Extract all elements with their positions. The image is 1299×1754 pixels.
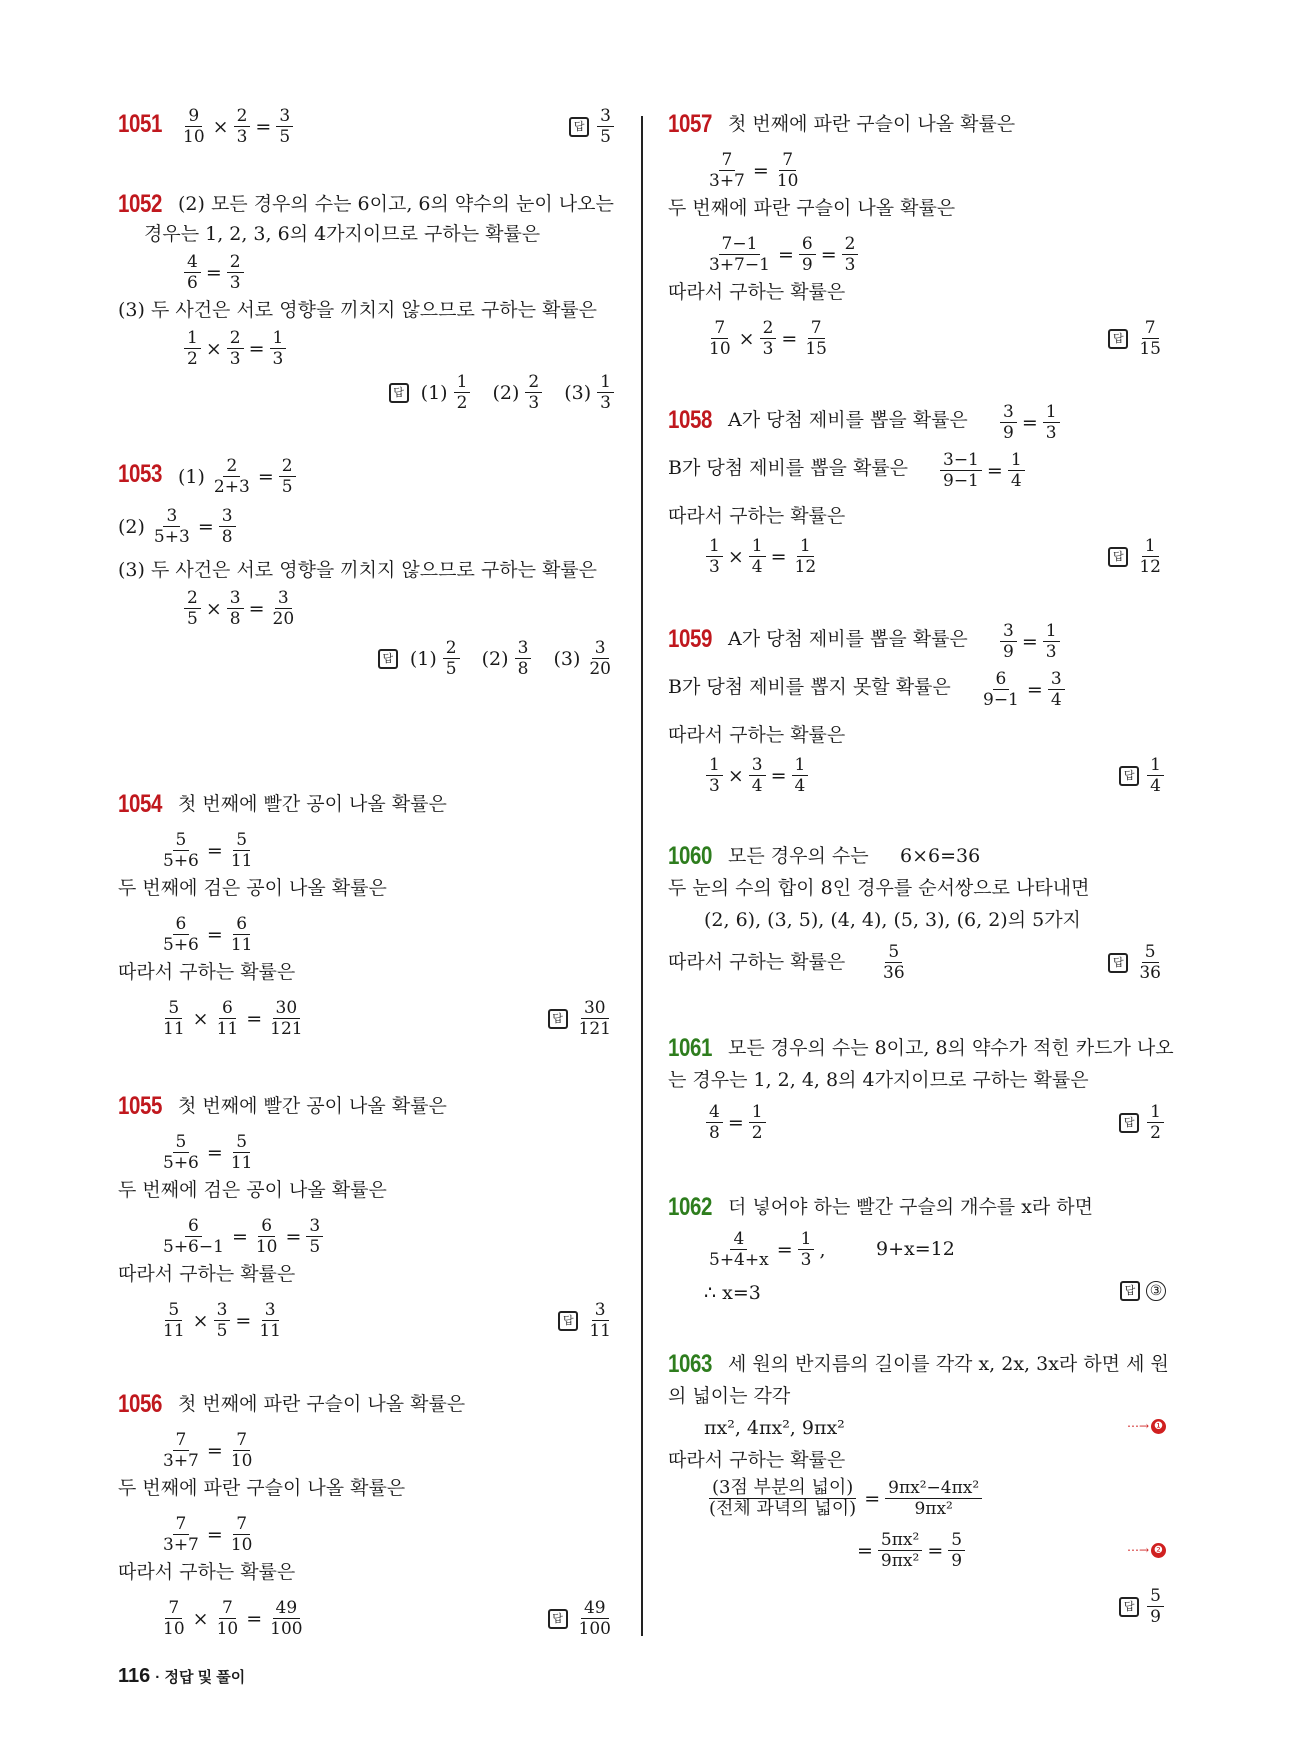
text-line: 따라서 구하는 확률은 xyxy=(668,281,846,303)
equation: $\frac{6}{5+6-1}$ = $\frac{6}{10}$ = $\frac{3}{5}$ xyxy=(158,1216,325,1257)
equation: $\frac{5}{11}$ × $\frac{6}{11}$ = $\frac{30}{121}$ xyxy=(163,998,303,1039)
text-line: 첫 번째에 파란 구슬이 나올 확률은 xyxy=(178,1393,466,1415)
answer: 답 $\frac{1}{2}$ xyxy=(1119,1102,1166,1143)
text-line: 두 눈의 수의 합이 8인 경우를 순서쌍으로 나타내면 xyxy=(668,877,1090,899)
text-line: 첫 번째에 빨간 공이 나올 확률은 xyxy=(178,1095,447,1117)
answer-icon: 답 xyxy=(378,649,398,669)
problem-number: 1055 xyxy=(118,1092,162,1120)
equation: $\frac{5}{5+6}$ = $\frac{5}{11}$ xyxy=(163,830,253,871)
problem-number: 1054 xyxy=(118,790,162,818)
step-number-icon: ❶ xyxy=(1151,1419,1166,1434)
equation: $\frac{\text{(3점 부분의 넓이)}}{\text{(전체 과녁의 넓이)}}$ = $\frac{\text{9πx²−4πx²}}{\text{9πx²}}$ xyxy=(704,1478,984,1519)
equation: $\frac{3-1}{9-1}$ = $\frac{1}{4}$ xyxy=(938,450,1027,491)
answer: 답 $\frac{5}{36}$ xyxy=(1108,942,1166,983)
equation: $\frac{7}{3+7}$ = $\frac{7}{10}$ xyxy=(709,150,799,191)
text-line: 의 넓이는 각각 xyxy=(668,1385,791,1407)
text-line: 따라서 구하는 확률은 xyxy=(668,1449,846,1471)
answer: 답 $\frac{49}{100}$ xyxy=(548,1598,616,1639)
answer-icon: 답 xyxy=(548,1609,568,1629)
item-label: (2) xyxy=(118,515,145,538)
answer-label: (3) xyxy=(564,381,592,404)
problem-number: 1053 xyxy=(118,460,162,488)
answer-label: (1) xyxy=(420,381,448,404)
answer-icon: 답 xyxy=(1108,547,1128,567)
equation: $\frac{7}{10}$ × $\frac{7}{10}$ = $\frac{49}{100}$ xyxy=(163,1598,303,1639)
text-line: 따라서 구하는 확률은 xyxy=(668,951,846,973)
equation: $\frac{7}{3+7}$ = $\frac{7}{10}$ xyxy=(163,1430,253,1471)
equation: $\frac{7}{10}$ × $\frac{2}{3}$ = $\frac{7}{15}$ xyxy=(709,318,827,359)
problem-number: 1052 xyxy=(118,190,162,218)
text-line: 첫 번째에 빨간 공이 나올 확률은 xyxy=(178,793,447,815)
text-line: 경우는 1, 2, 3, 6의 4가지이므로 구하는 확률은 xyxy=(144,223,541,245)
problem-number: 1060 xyxy=(668,842,712,870)
text-line: ∴ x=3 xyxy=(704,1282,761,1304)
answer-icon: 답 xyxy=(558,1311,578,1331)
text-line: B가 당첨 제비를 뽑지 못할 확률은 xyxy=(668,676,951,698)
answer-icon: 답 xyxy=(1119,766,1139,786)
equation: $\frac{5}{5+6}$ = $\frac{5}{11}$ xyxy=(163,1132,253,1173)
text-line: 9+x=12 xyxy=(876,1238,955,1260)
text-line: A가 당첨 제비를 뽑을 확률은 xyxy=(728,628,968,650)
text-line: 더 넣어야 하는 빨간 구슬의 개수를 x라 하면 xyxy=(728,1196,1094,1218)
answer-label: (2) xyxy=(481,647,509,670)
arrow-icon: ⋯→ xyxy=(1126,1419,1149,1433)
answer-icon: 답 xyxy=(569,117,589,137)
equation: $\frac{4}{8}$ = $\frac{1}{2}$ xyxy=(704,1102,768,1143)
answer-icon: 답 xyxy=(1120,1281,1140,1301)
text-line: 첫 번째에 파란 구슬이 나올 확률은 xyxy=(728,113,1016,135)
equation: (2) $\frac{3}{5+3}$ = $\frac{3}{8}$ xyxy=(118,506,238,547)
answer: 답 $\frac{1}{4}$ xyxy=(1119,755,1166,796)
text-line: (3) 두 사건은 서로 영향을 끼치지 않으므로 구하는 확률은 xyxy=(118,299,598,321)
answer-label: (2) xyxy=(492,381,520,404)
problem-number: 1051 xyxy=(118,110,162,138)
problem-number: 1058 xyxy=(668,406,712,434)
step-marker-2 xyxy=(1127,1538,1166,1560)
problem-number: 1063 xyxy=(668,1350,712,1378)
arrow-icon: ⋯→ xyxy=(1126,1543,1149,1557)
equation: $\frac{7}{3+7}$ = $\frac{7}{10}$ xyxy=(163,1514,253,1555)
text-line: 는 경우는 1, 2, 4, 8의 4가지이므로 구하는 확률은 xyxy=(668,1069,1089,1091)
equation: $\frac{4}{5+4+x}$ = $\frac{1}{3}$ , xyxy=(709,1229,826,1270)
column-divider xyxy=(641,116,643,1636)
fraction-denominator: (전체 과녁의 넓이) xyxy=(709,1498,857,1519)
answer: 답 $\frac{5}{9}$ xyxy=(1119,1586,1166,1627)
text-line: 모든 경우의 수는 xyxy=(728,845,869,867)
answer: 답 $\frac{3}{5}$ xyxy=(569,106,616,147)
equation: $\frac{9}{10}$ × $\frac{2}{3}$ = $\frac{3}{5}$ xyxy=(178,106,295,147)
text-line: 모든 경우의 수는 8이고, 8의 약수가 적힌 카드가 나오 xyxy=(728,1037,1174,1059)
text-line: (2) 모든 경우의 수는 6이고, 6의 약수의 눈이 나오는 xyxy=(178,193,614,215)
text-line: (3) 두 사건은 서로 영향을 끼치지 않으므로 구하는 확률은 xyxy=(118,559,598,581)
answer-icon: 답 xyxy=(1119,1113,1139,1133)
equation: $\frac{6}{5+6}$ = $\frac{6}{11}$ xyxy=(163,914,253,955)
text-line: 세 원의 반지름의 길이를 각각 x, 2x, 3x라 하면 세 원 xyxy=(728,1353,1169,1375)
equation: $\frac{1}{3}$ × $\frac{1}{4}$ = $\frac{1}{12}$ xyxy=(704,536,821,577)
equation: $\frac{1}{2}$ × $\frac{2}{3}$ = $\frac{1}{3}$ xyxy=(182,328,288,369)
equation: $\frac{7-1}{3+7-1}$ = $\frac{6}{9}$ = $\frac{2}{3}$ xyxy=(704,234,860,275)
text-line: 두 번째에 파란 구슬이 나올 확률은 xyxy=(118,1477,406,1499)
text-line: πx², 4πx², 9πx² xyxy=(704,1417,845,1439)
answer xyxy=(1120,1279,1166,1301)
text-line: 따라서 구하는 확률은 xyxy=(668,505,846,527)
text-line: 두 번째에 파란 구슬이 나올 확률은 xyxy=(668,197,956,219)
text-line: 두 번째에 검은 공이 나올 확률은 xyxy=(118,877,387,899)
problem-number: 1059 xyxy=(668,625,712,653)
text-line: A가 당첨 제비를 뽑을 확률은 xyxy=(728,409,968,431)
answer-icon: 답 xyxy=(1119,1597,1139,1617)
section-title: 정답 및 풀이 xyxy=(164,1669,246,1686)
step-number-icon: ❷ xyxy=(1151,1543,1166,1558)
text-line: 따라서 구하는 확률은 xyxy=(118,1561,296,1583)
item-label: (1) xyxy=(178,465,205,488)
page-number: 116 xyxy=(118,1665,151,1687)
step-marker-1 xyxy=(1127,1414,1166,1436)
text-line: 따라서 구하는 확률은 xyxy=(668,724,846,746)
equation: (1) $\frac{2}{2+3}$ = $\frac{2}{5}$ xyxy=(178,456,298,497)
equation: = $\frac{\text{5πx²}}{\text{9πx²}}$ = $\frac{5}{9}$ xyxy=(854,1530,967,1571)
problem-number: 1057 xyxy=(668,110,712,138)
answer: 답 $\frac{7}{15}$ xyxy=(1108,318,1166,359)
answer: 답 $\frac{1}{12}$ xyxy=(1108,536,1166,577)
answer-label: (1) xyxy=(409,647,437,670)
problem-number: 1056 xyxy=(118,1390,162,1418)
answer-icon: 답 xyxy=(1108,953,1128,973)
answer: 답 (1) $\frac{1}{2}$ (2) $\frac{2}{3}$ (3) $\frac{1}{3}$ xyxy=(389,372,616,413)
page-footer: 116 · 정답 및 풀이 xyxy=(118,1665,246,1687)
equation: $\frac{6}{9-1}$ = $\frac{3}{4}$ xyxy=(978,669,1067,710)
fraction-numerator: (3점 부분의 넓이) xyxy=(709,1478,856,1499)
answer-icon: 답 xyxy=(389,383,409,403)
text-line: 따라서 구하는 확률은 xyxy=(118,961,296,983)
equation: $\frac{1}{3}$ × $\frac{3}{4}$ = $\frac{1}{4}$ xyxy=(704,755,810,796)
answer: 답 $\frac{3}{11}$ xyxy=(558,1300,616,1341)
answer-icon: 답 xyxy=(1108,329,1128,349)
text-line: 두 번째에 검은 공이 나올 확률은 xyxy=(118,1179,387,1201)
answer: 답 $\frac{30}{121}$ xyxy=(548,998,616,1039)
text-line: B가 당첨 제비를 뽑을 확률은 xyxy=(668,457,909,479)
equation: $\frac{2}{5}$ × $\frac{3}{8}$ = $\frac{3}{20}$ xyxy=(182,588,299,629)
equation: $\frac{3}{9}$ = $\frac{1}{3}$ xyxy=(998,402,1062,443)
text-line: (2, 6), (3, 5), (4, 4), (5, 3), (6, 2)의 5가지 xyxy=(704,909,1081,931)
text-line: 따라서 구하는 확률은 xyxy=(118,1263,296,1285)
answer-icon: 답 xyxy=(548,1009,568,1029)
problem-number: 1062 xyxy=(668,1193,712,1221)
answer-label: (3) xyxy=(553,647,581,670)
answer-choice: ③ xyxy=(1146,1281,1166,1301)
equation: $\frac{3}{9}$ = $\frac{1}{3}$ xyxy=(998,621,1062,662)
equation: $\frac{5}{11}$ × $\frac{3}{5}$ = $\frac{3}{11}$ xyxy=(163,1300,281,1341)
problem-number: 1061 xyxy=(668,1034,712,1062)
equation: $\frac{4}{6}$ = $\frac{2}{3}$ xyxy=(182,252,246,293)
equation: $\frac{5}{36}$ xyxy=(883,942,905,983)
text-line: 6×6=36 xyxy=(900,845,981,867)
answer: 답 (1) $\frac{2}{5}$ (2) $\frac{3}{8}$ (3) $\frac{3}{20}$ xyxy=(378,638,616,679)
